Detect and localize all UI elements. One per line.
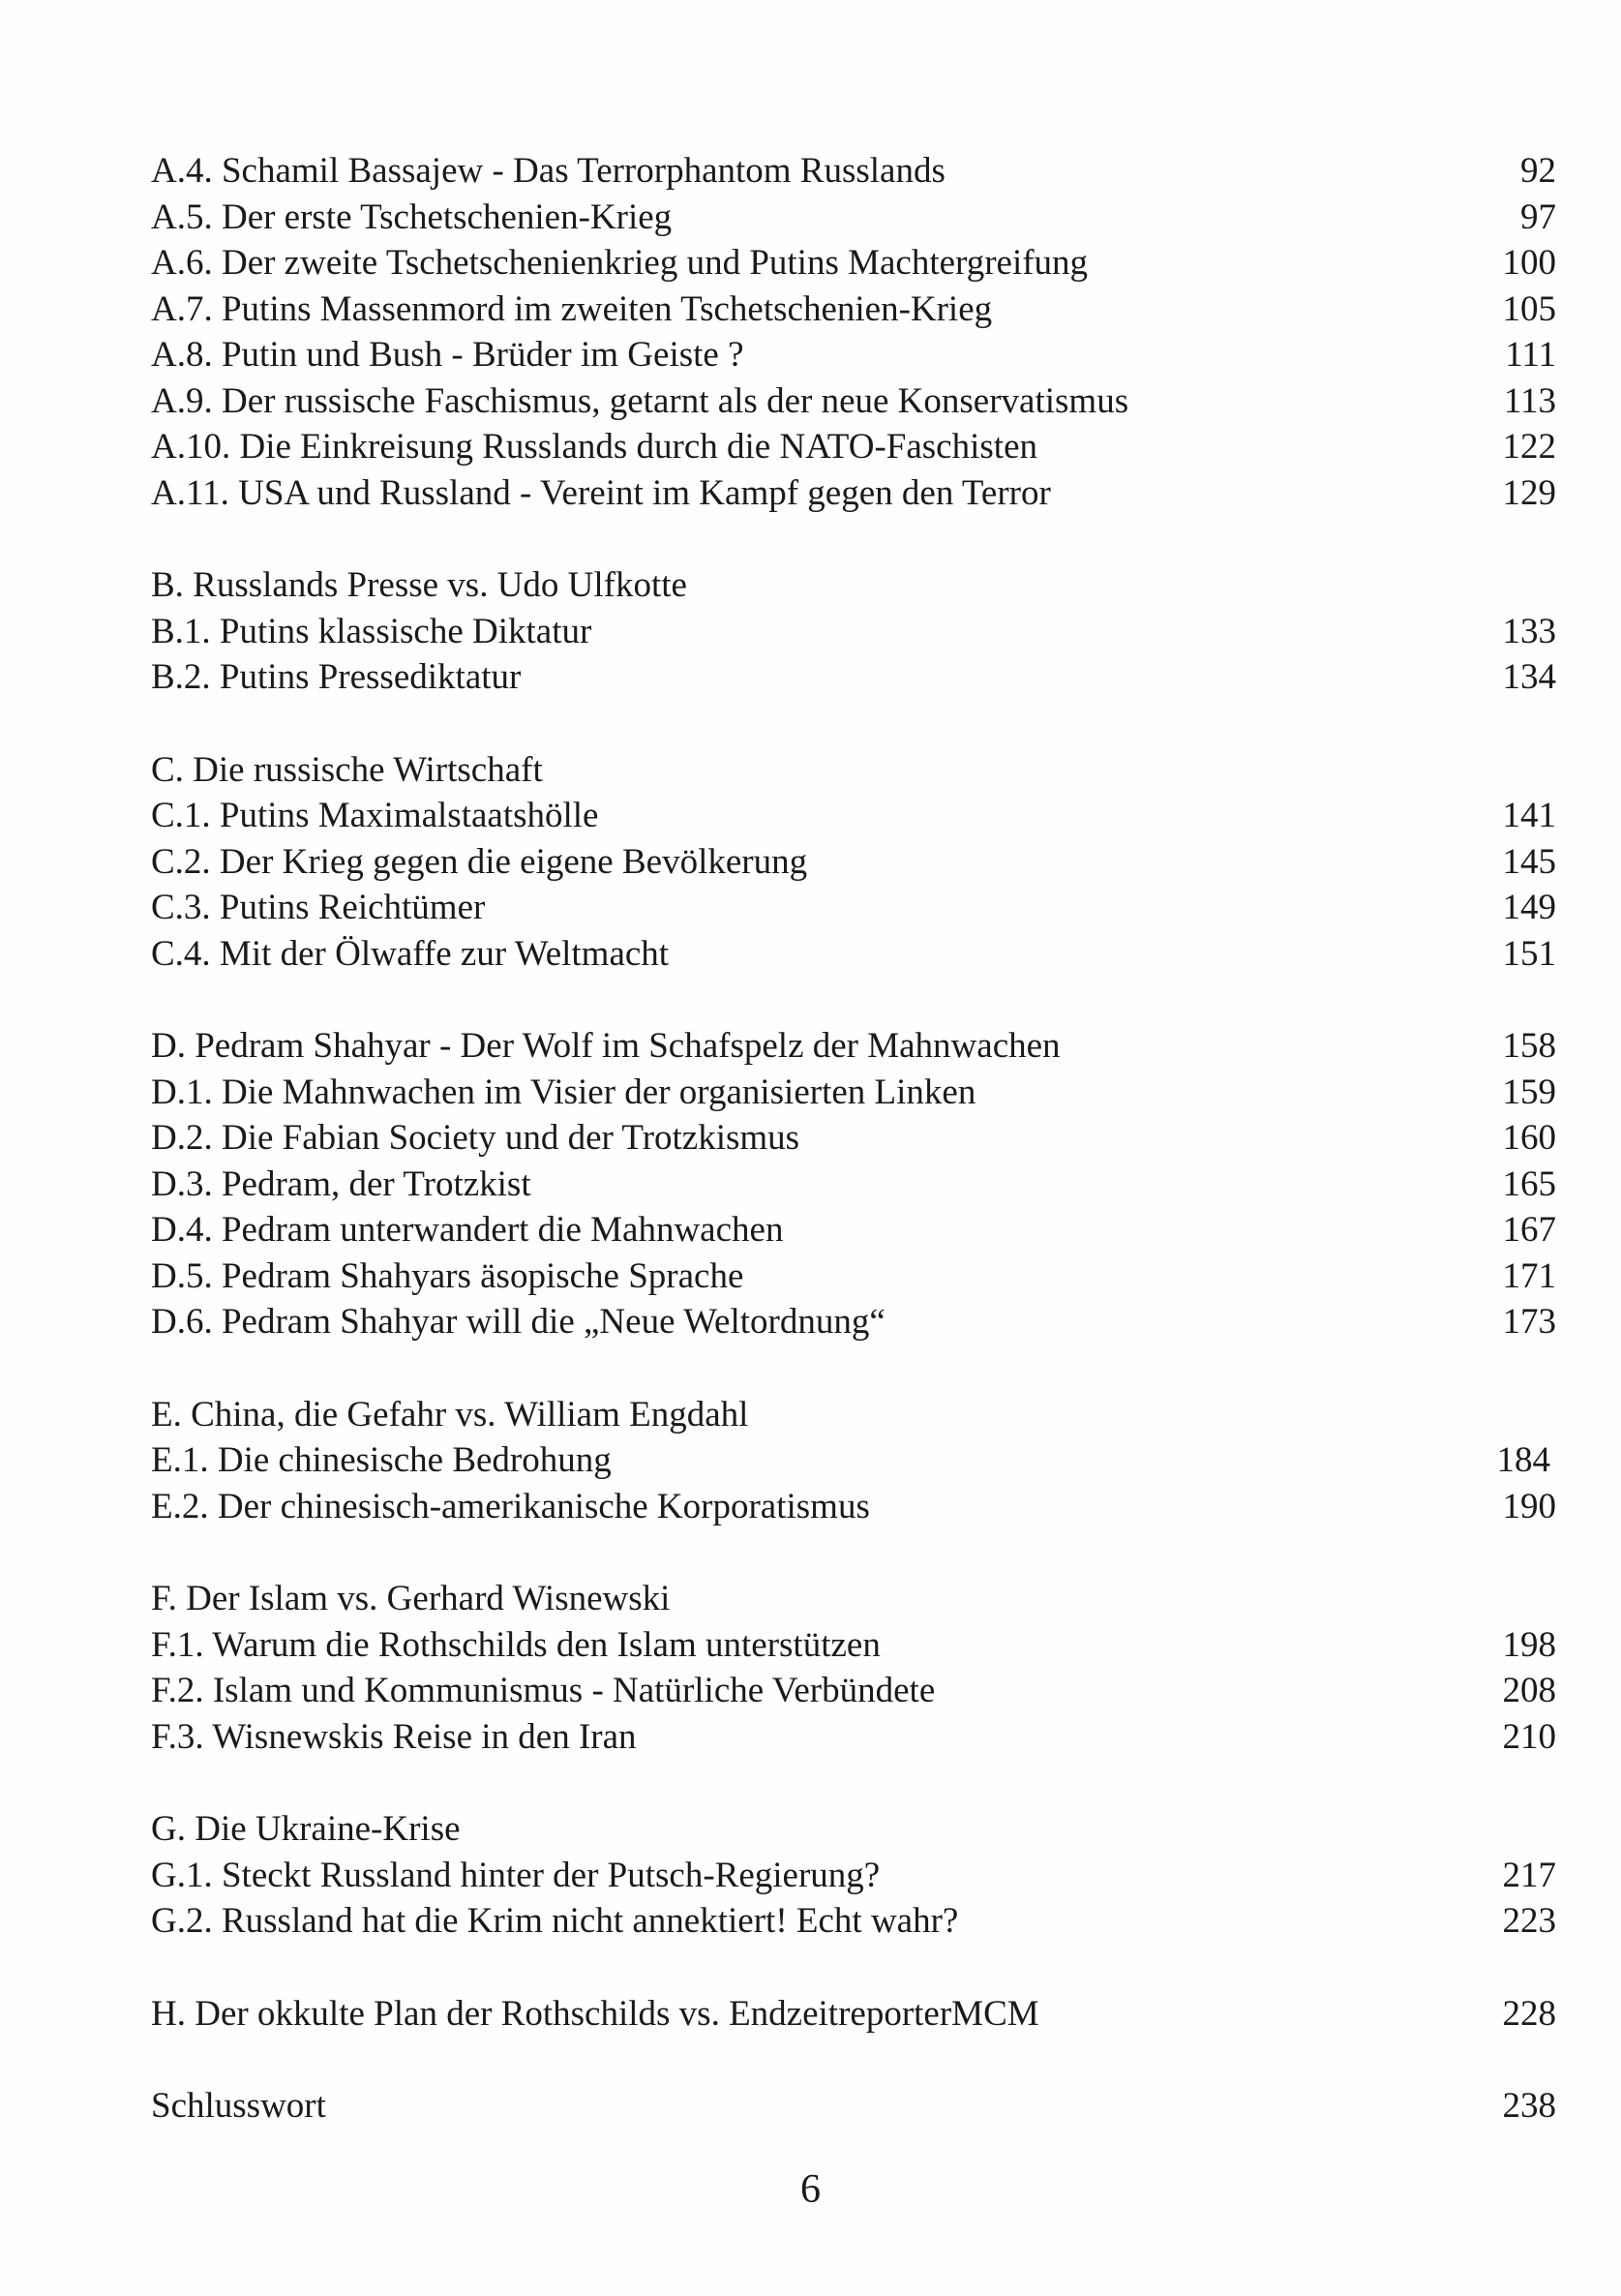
toc-entry[interactable]: [151, 1070, 1556, 1116]
toc-entry-title: F.2. Islam und Kommunismus - Natürliche Verbündete: [151, 1671, 936, 1710]
toc-entry[interactable]: [151, 654, 1556, 701]
toc-entry-page: 171: [1502, 1255, 1556, 1296]
toc-entry-title: D.2. Die Fabian Society und der Trotzkismus: [151, 1118, 800, 1158]
toc-entry-page: 208: [1502, 1671, 1556, 1710]
toc-section-heading[interactable]: [151, 1392, 1556, 1438]
toc-entry-page: 111: [1505, 335, 1556, 375]
toc-entry-page: 100: [1502, 243, 1556, 283]
toc-entry-title: D.4. Pedram unterwandert die Mahnwachen: [151, 1210, 784, 1250]
toc-entry-page: 129: [1502, 472, 1556, 513]
toc-entry-title: B.1. Putins klassische Diktatur: [151, 611, 592, 651]
toc-entry-page: 160: [1502, 1118, 1556, 1158]
toc-entry[interactable]: [151, 609, 1556, 655]
toc-entry-title: F.3. Wisnewskis Reise in den Iran: [151, 1716, 637, 1757]
toc-group-b: [151, 562, 1556, 701]
toc-entry-page: 165: [1502, 1163, 1556, 1204]
toc-entry[interactable]: [151, 148, 1556, 195]
toc-entry[interactable]: [151, 839, 1556, 886]
toc-group-h: [151, 1991, 1556, 2038]
toc-group-f: [151, 1576, 1556, 1760]
toc-entry-page: 190: [1502, 1486, 1556, 1526]
section-spacer: [151, 977, 1556, 1023]
toc-entry-title: A.8. Putin und Bush - Brüder im Geiste ?: [151, 335, 744, 375]
toc-entry-title: D.6. Pedram Shahyar will die „Neue Weltordnung“: [151, 1302, 886, 1342]
toc-entry-page: 92: [1520, 151, 1556, 191]
toc-entry[interactable]: [151, 240, 1556, 287]
toc-entry-page: 133: [1502, 611, 1556, 651]
toc-entry-title: H. Der okkulte Plan der Rothschilds vs. EndzeitreporterMCM: [151, 1993, 1039, 2034]
toc-section-heading[interactable]: [151, 562, 1556, 609]
section-heading-title: F. Der Islam vs. Gerhard Wisnewski: [151, 1579, 671, 1618]
toc-entry-page: 113: [1503, 380, 1556, 421]
toc-entry[interactable]: [151, 195, 1556, 241]
toc-entry-title: A.7. Putins Massenmord im zweiten Tschetschenien-Krieg: [151, 288, 993, 329]
toc-entry-page: 151: [1502, 933, 1556, 974]
table-of-contents: [151, 148, 1556, 2130]
toc-entry-title: A.11. USA und Russland - Vereint im Kampf gegen den Terror: [151, 472, 1051, 513]
toc-entry-page: 173: [1502, 1302, 1556, 1342]
toc-section-heading[interactable]: [151, 1576, 1556, 1622]
toc-entry-title: D.3. Pedram, der Trotzkist: [151, 1163, 531, 1204]
toc-entry-page: 217: [1502, 1855, 1556, 1895]
toc-entry-title: A.4. Schamil Bassajew - Das Terrorphantom Russlands: [151, 151, 946, 191]
toc-entry[interactable]: [151, 1898, 1556, 1945]
toc-entry-title: E.2. Der chinesisch-amerikanische Korporatismus: [151, 1486, 870, 1526]
toc-entry-page: 210: [1502, 1716, 1556, 1757]
toc-entry-page: 238: [1502, 2086, 1556, 2126]
toc-group-g: [151, 1806, 1556, 1945]
section-spacer: [151, 1345, 1556, 1392]
toc-section-heading[interactable]: [151, 1806, 1556, 1853]
toc-entry[interactable]: [151, 793, 1556, 839]
toc-entry-page: 145: [1502, 841, 1556, 882]
toc-section-heading[interactable]: [151, 747, 1556, 794]
toc-entry-page: 149: [1502, 888, 1556, 927]
toc-entry[interactable]: [151, 931, 1556, 978]
toc-entry-title: D.5. Pedram Shahyars äsopische Sprache: [151, 1255, 744, 1296]
toc-entry-title: C.1. Putins Maximalstaatshölle: [151, 796, 599, 835]
toc-entry[interactable]: [151, 1668, 1556, 1714]
section-spacer: [151, 1760, 1556, 1806]
section-spacer: [151, 701, 1556, 747]
toc-entry-title: A.6. Der zweite Tschetschenienkrieg und Putins Machtergreifung: [151, 243, 1089, 283]
toc-entry[interactable]: [151, 1023, 1556, 1070]
toc-entry-title: C.4. Mit der Ölwaffe zur Weltmacht: [151, 933, 670, 974]
toc-entry-title: A.5. Der erste Tschetschenien-Krieg: [151, 196, 673, 237]
toc-entry[interactable]: [151, 885, 1556, 931]
section-heading-title: E. China, die Gefahr vs. William Engdahl: [151, 1394, 749, 1435]
toc-entry[interactable]: [151, 1853, 1556, 1899]
toc-entry[interactable]: [151, 1437, 1556, 1484]
toc-entry-title: C.3. Putins Reichtümer: [151, 888, 486, 927]
toc-entry-page: 223: [1502, 1901, 1556, 1941]
toc-entry[interactable]: [151, 332, 1556, 378]
toc-entry-title: G.2. Russland hat die Krim nicht annektiert! Echt wahr?: [151, 1901, 959, 1941]
toc-entry-page: 228: [1502, 1993, 1556, 2034]
toc-entry[interactable]: [151, 287, 1556, 333]
toc-entry-page: 97: [1520, 196, 1556, 237]
toc-entry[interactable]: [151, 2083, 1556, 2130]
toc-entry-title: D.1. Die Mahnwachen im Visier der organisierten Linken: [151, 1072, 976, 1112]
toc-entry-page: 105: [1502, 288, 1556, 329]
toc-entry-title: B.2. Putins Pressediktatur: [151, 657, 522, 697]
toc-entry[interactable]: [151, 470, 1556, 517]
page-number: 6: [800, 2167, 821, 2212]
toc-entry-page: 167: [1502, 1210, 1556, 1250]
toc-entry[interactable]: [151, 1299, 1556, 1345]
toc-group-closing: [151, 2083, 1556, 2130]
toc-entry-title: A.10. Die Einkreisung Russlands durch die NATO-Faschisten: [151, 427, 1037, 467]
toc-entry-page: 134: [1502, 657, 1556, 697]
toc-entry-title: C.2. Der Krieg gegen die eigene Bevölkerung: [151, 841, 808, 882]
toc-entry[interactable]: [151, 1714, 1556, 1761]
toc-entry[interactable]: [151, 1162, 1556, 1208]
section-spacer: [151, 516, 1556, 562]
toc-group-e: [151, 1392, 1556, 1530]
toc-entry-page: 159: [1502, 1072, 1556, 1112]
toc-entry-page: 141: [1502, 796, 1556, 835]
toc-entry-page: 184: [1496, 1440, 1550, 1480]
toc-entry-page: 158: [1502, 1026, 1556, 1066]
toc-entry-title: Schlusswort: [151, 2086, 326, 2126]
section-spacer: [151, 1945, 1556, 1991]
toc-entry-page: 198: [1502, 1624, 1556, 1665]
toc-entry[interactable]: [151, 424, 1556, 470]
toc-entry-title: A.9. Der russische Faschismus, getarnt als der neue Konservatismus: [151, 380, 1129, 421]
toc-group-c: [151, 747, 1556, 978]
toc-entry[interactable]: [151, 1484, 1556, 1530]
toc-group-a: [151, 148, 1556, 516]
section-spacer: [151, 2037, 1556, 2083]
toc-entry-title: D. Pedram Shahyar - Der Wolf im Schafspelz der Mahnwachen: [151, 1026, 1061, 1066]
toc-entry[interactable]: [151, 1115, 1556, 1162]
toc-entry[interactable]: [151, 1991, 1556, 2038]
toc-entry[interactable]: [151, 378, 1556, 425]
toc-group-d: [151, 1023, 1556, 1345]
section-heading-title: B. Russlands Presse vs. Udo Ulfkotte: [151, 565, 687, 605]
section-heading-title: C. Die russische Wirtschaft: [151, 749, 543, 790]
toc-entry-page: 122: [1502, 427, 1556, 467]
toc-entry[interactable]: [151, 1622, 1556, 1669]
section-heading-title: G. Die Ukraine-Krise: [151, 1809, 461, 1849]
toc-entry[interactable]: [151, 1207, 1556, 1254]
section-spacer: [151, 1529, 1556, 1576]
toc-entry-title: F.1. Warum die Rothschilds den Islam unterstützen: [151, 1624, 881, 1665]
toc-entry-title: E.1. Die chinesische Bedrohung: [151, 1440, 612, 1480]
toc-entry[interactable]: [151, 1254, 1556, 1300]
toc-entry-title: G.1. Steckt Russland hinter der Putsch-Regierung?: [151, 1855, 881, 1895]
